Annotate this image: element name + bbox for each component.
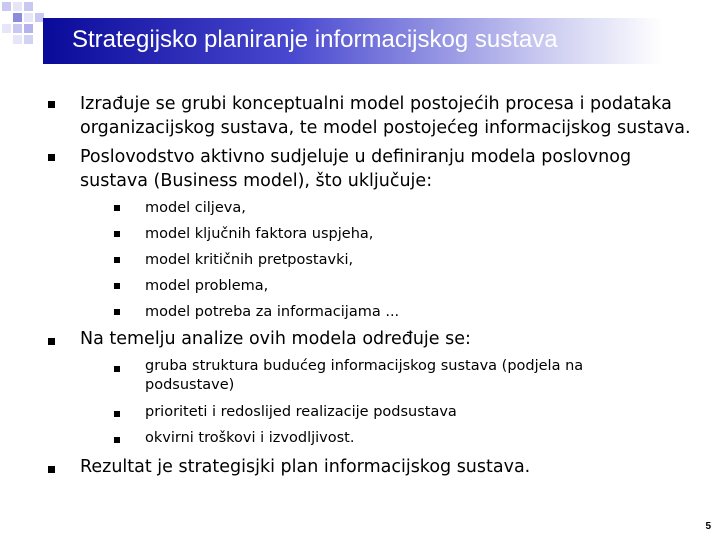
bullet-text: Rezultat je strategisjki plan informacijskog sustava. [80, 457, 531, 477]
sub-bullet-marker [114, 231, 120, 237]
sub-bullet-marker [114, 257, 120, 263]
bullet-text: Na temelju analize ovih modela određuje se: [80, 329, 471, 349]
sub-bullet-marker [114, 283, 120, 289]
sub-bullet-marker [114, 437, 120, 443]
sub-bullet-text: model potreba za informacijama ... [145, 304, 400, 320]
bullet-marker [48, 466, 55, 473]
bullet-marker [48, 101, 55, 108]
sub-bullet-text: model kritičnih pretpostavki, [145, 252, 354, 268]
sub-bullet-marker [114, 309, 120, 315]
bullet-text: organizacijskog sustava, te model postojećeg informacijskog sustava. [80, 118, 691, 138]
bullet-marker [48, 154, 55, 161]
sub-bullet-text: podsustave) [145, 377, 235, 393]
sub-bullet-text: okvirni troškovi i izvodljivost. [145, 430, 355, 446]
sub-bullet-marker [114, 411, 120, 417]
sub-bullet-text: model ključnih faktora uspjeha, [145, 226, 374, 242]
bullet-text: Poslovodstvo aktivno sudjeluje u definiranju modela poslovnog [80, 147, 632, 167]
bullet-marker [48, 338, 55, 345]
slide-title: Strategijsko planiranje informacijskog sustava [72, 26, 558, 53]
sub-bullet-text: model problema, [145, 278, 269, 294]
sub-bullet-text: gruba struktura budućeg informacijskog sustava (podjela na [145, 358, 584, 374]
sub-bullet-marker [114, 205, 120, 211]
sub-bullet-marker [114, 366, 120, 372]
bullet-text: sustava (Business model), što uključuje: [80, 171, 433, 191]
sub-bullet-text: prioriteti i redoslijed realizacije podsustava [145, 404, 457, 420]
bullet-text: Izrađuje se grubi konceptualni model postojećih procesa i podataka [80, 94, 672, 114]
page-number: 5 [705, 521, 711, 532]
sub-bullet-text: model ciljeva, [145, 200, 246, 216]
